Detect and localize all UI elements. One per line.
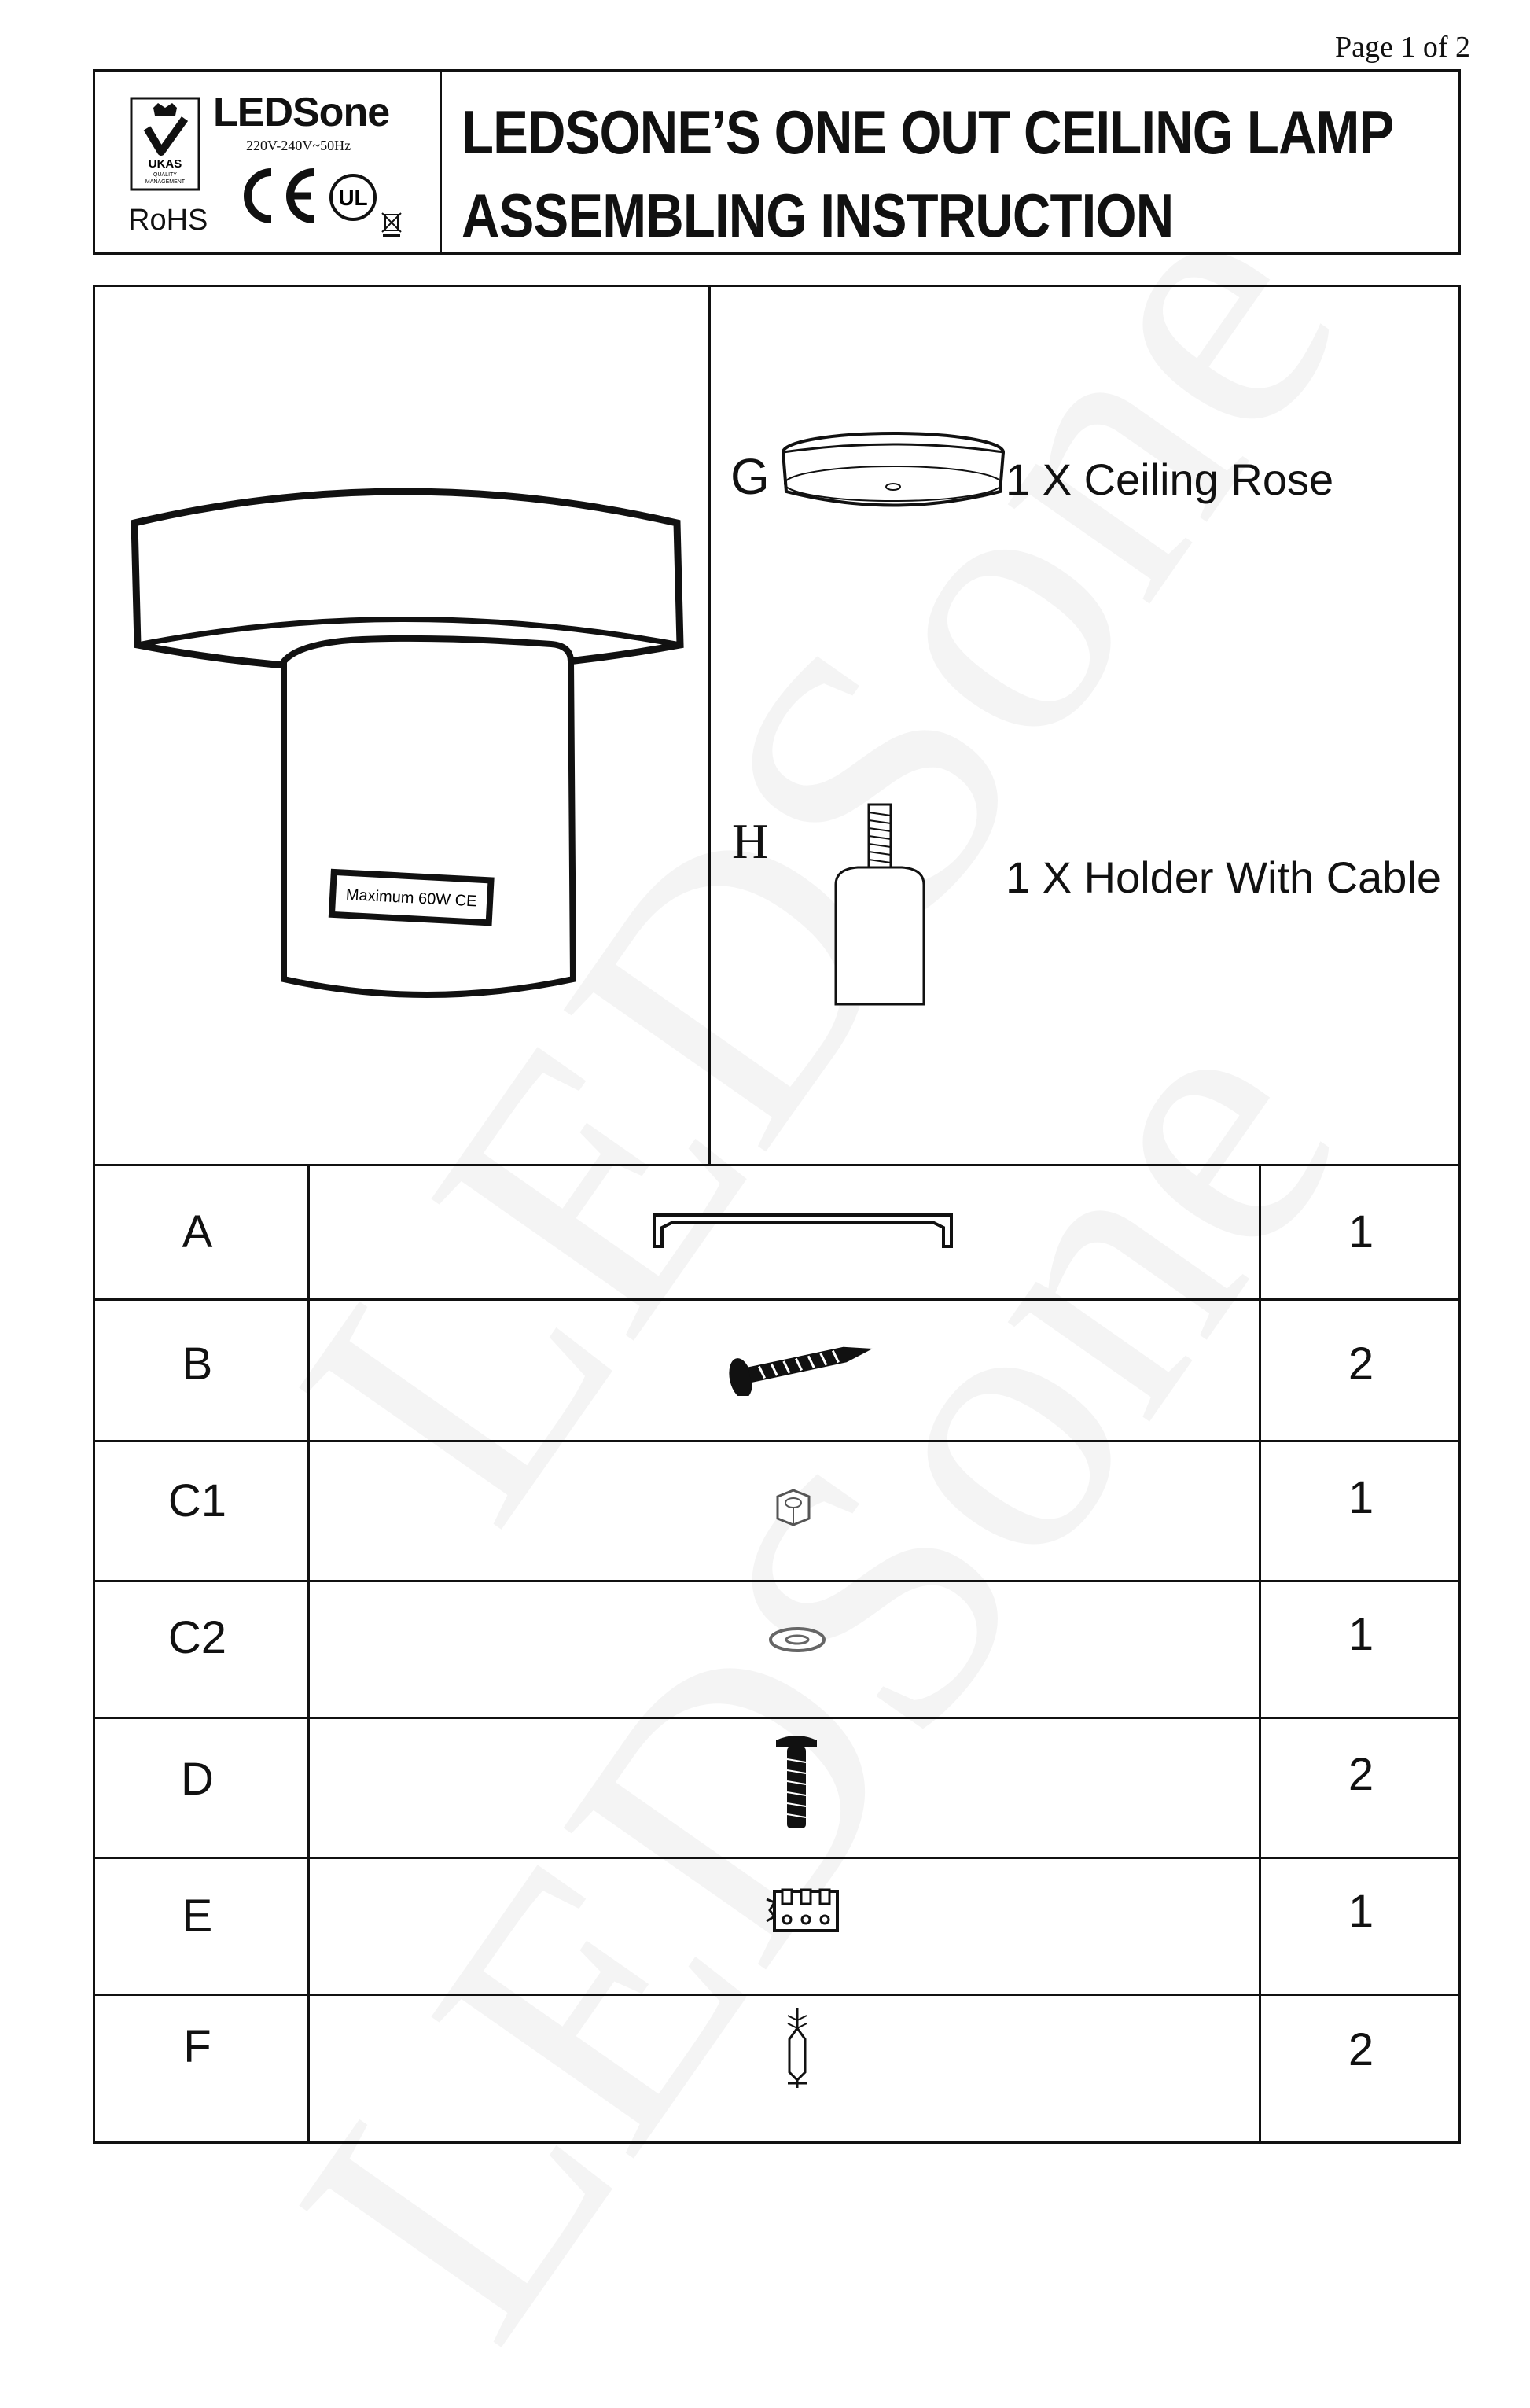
row-divider-2 — [95, 1440, 1458, 1442]
row-divider-6 — [95, 1994, 1458, 1996]
table-row-letter: A — [182, 1206, 213, 1257]
table-row-qty: 1 — [1348, 1886, 1374, 1937]
rohs-label: RoHS — [128, 204, 208, 237]
ul-label: UL — [338, 186, 368, 210]
ul-mark-icon — [328, 172, 378, 223]
hex-nut-icon — [771, 1489, 815, 1528]
table-row-letter: C1 — [167, 1475, 227, 1526]
table-row-letter: D — [181, 1754, 214, 1805]
part-h-description: 1 X Holder With Cable — [1006, 852, 1442, 902]
part-h-letter: H — [732, 813, 769, 869]
table-row-letter: B — [182, 1338, 213, 1390]
logo-block — [95, 72, 440, 252]
ukas-badge-icon — [130, 97, 200, 191]
part-g-letter: G — [730, 448, 770, 505]
table-row-letter: F — [183, 2021, 211, 2072]
row-divider-4 — [95, 1717, 1458, 1719]
table-row-qty: 2 — [1348, 1338, 1374, 1390]
ceiling-rose-icon — [775, 429, 1011, 515]
table-row-qty: 1 — [1348, 1609, 1374, 1660]
title-line-2: ASSEMBLING INSTRUCTION — [462, 181, 1174, 250]
ceiling-lamp-illustration — [127, 460, 685, 1129]
row-divider-1 — [95, 1298, 1458, 1301]
row-divider-3 — [95, 1580, 1458, 1582]
table-row-qty: 2 — [1348, 1749, 1374, 1800]
terminal-block-icon — [763, 1883, 842, 1939]
table-top-border — [95, 1164, 1458, 1166]
lamp-rating-label: Maximum 60W CE — [345, 886, 477, 911]
machine-bolt-icon — [773, 1731, 820, 1833]
header-divider — [440, 72, 442, 252]
table-row-letter: C2 — [167, 1612, 227, 1663]
table-row-letter: E — [182, 1891, 213, 1942]
washer-icon — [767, 1624, 827, 1655]
weee-bin-icon — [380, 210, 403, 238]
table-row-qty: 2 — [1348, 2024, 1374, 2075]
brand-name: LEDSone — [213, 90, 390, 135]
ce-mark-icon — [234, 164, 320, 227]
header — [93, 69, 1461, 255]
row-divider-5 — [95, 1857, 1458, 1859]
voltage-rating: 220V-240V~50Hz — [246, 138, 351, 153]
instruction-panel — [93, 285, 1461, 2144]
table-row-qty: 1 — [1348, 1206, 1374, 1257]
document-title — [462, 90, 1394, 257]
wall-plug-icon — [783, 2005, 811, 2091]
table-row-qty: 1 — [1348, 1472, 1374, 1523]
mounting-bracket-icon — [649, 1207, 956, 1254]
ukas-sub-1: QUALITY — [153, 172, 177, 178]
title-line-1: LEDSONE’S ONE OUT CEILING LAMP — [462, 98, 1394, 167]
part-g-description: 1 X Ceiling Rose — [1006, 455, 1334, 504]
ukas-sub-2: MANAGEMENT — [145, 179, 186, 185]
lamp-holder-icon — [826, 798, 936, 1018]
page-number: Page 1 of 2 — [1334, 31, 1470, 64]
top-section-divider — [708, 287, 711, 1166]
watermark-lower — [213, 939, 1422, 2407]
ukas-label: UKAS — [148, 157, 182, 171]
wood-screw-icon — [720, 1333, 877, 1396]
